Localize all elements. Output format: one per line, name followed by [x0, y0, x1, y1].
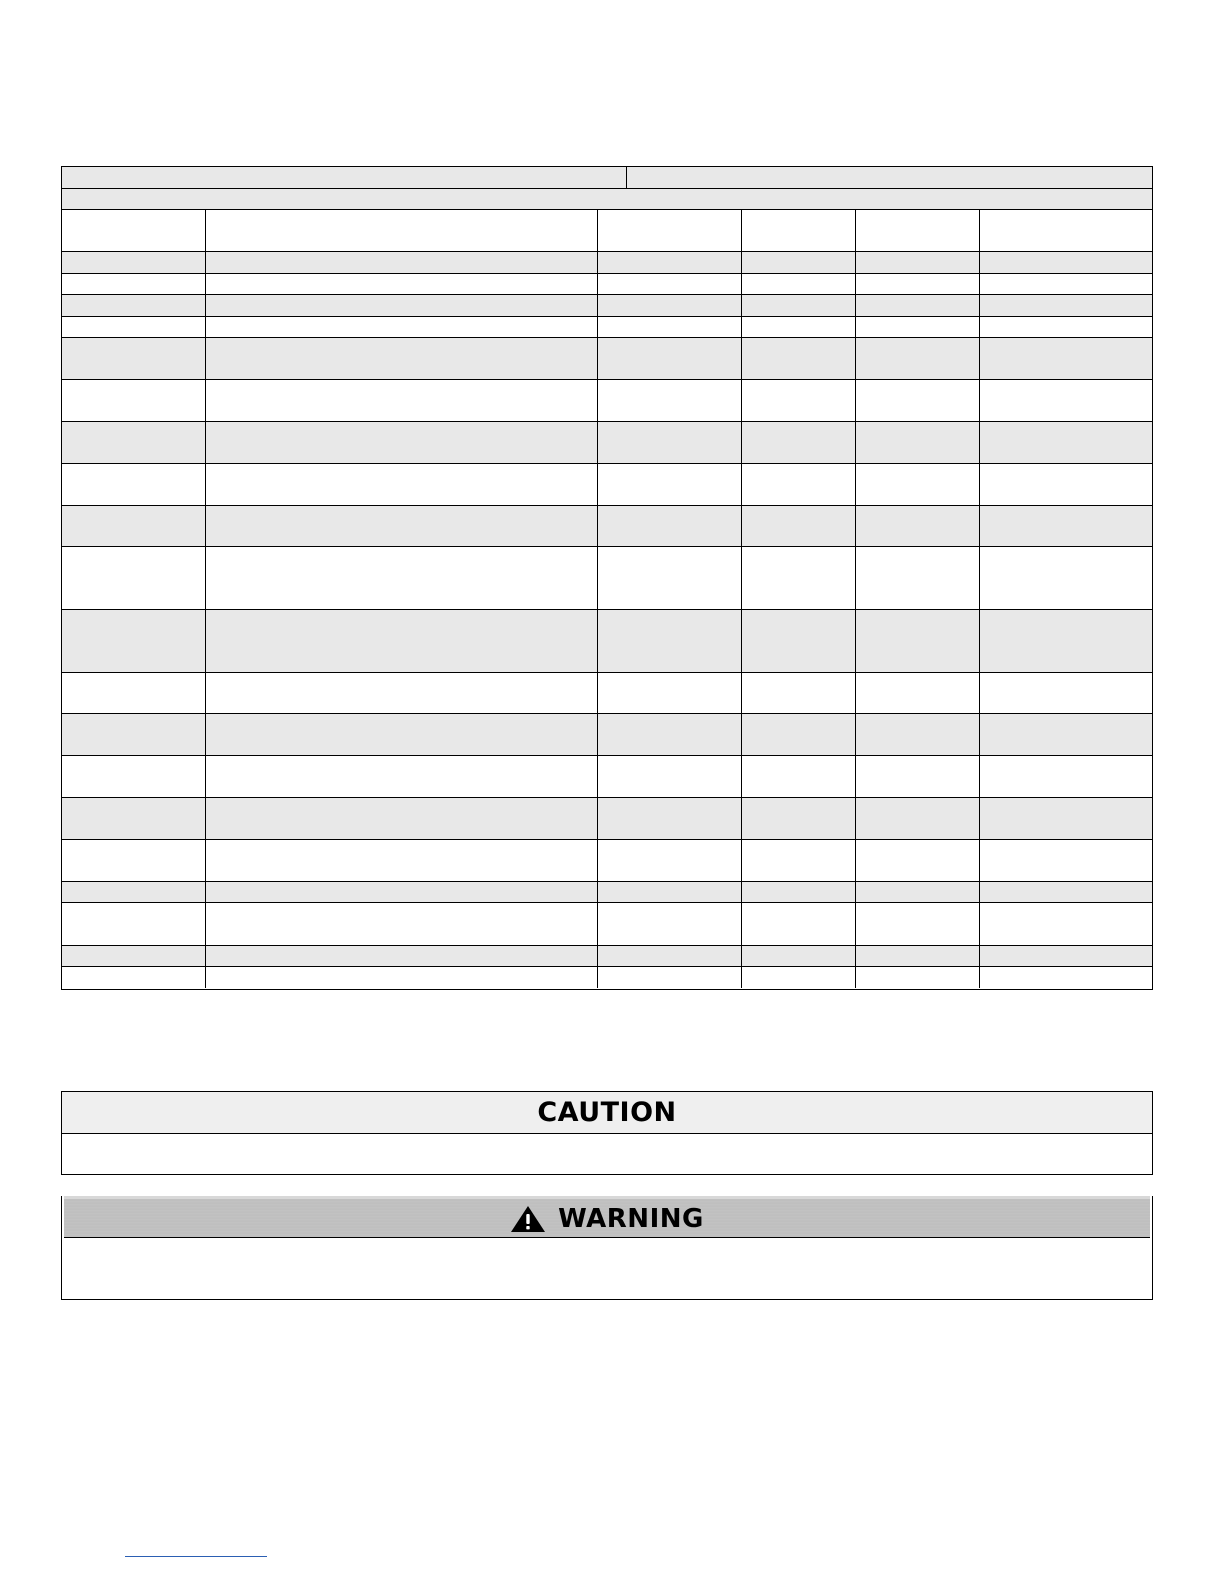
table-cell [742, 673, 856, 713]
table-cell [980, 673, 1152, 713]
table-row [62, 946, 1152, 967]
table-cell [598, 946, 742, 966]
table-row [62, 317, 1152, 338]
table-cell [980, 295, 1152, 316]
table-cell [206, 274, 598, 294]
warning-header [64, 1196, 1150, 1238]
table-row [62, 295, 1152, 317]
table-cell [856, 317, 980, 337]
table-cell [598, 252, 742, 273]
table-cell [206, 317, 598, 337]
table-cell [598, 338, 742, 379]
table-cell [980, 840, 1152, 881]
table-cell [856, 380, 980, 421]
table-cell [742, 338, 856, 379]
table-cell [598, 840, 742, 881]
table-cell [980, 714, 1152, 755]
table-cell [856, 274, 980, 294]
table-row [62, 338, 1152, 380]
table-cell [62, 464, 206, 505]
table-cell [62, 317, 206, 337]
table-cell [856, 252, 980, 273]
table-cell [742, 295, 856, 316]
table-cell [598, 464, 742, 505]
table-cell [742, 714, 856, 755]
table-cell [206, 464, 598, 505]
table-row [62, 798, 1152, 840]
table-cell [980, 274, 1152, 294]
table-cell [598, 506, 742, 546]
table-cell [980, 882, 1152, 902]
table-cell [206, 882, 598, 902]
table-cell [206, 422, 598, 463]
table-cell [206, 547, 598, 609]
table-caption-right [627, 167, 1152, 188]
table-cell [598, 317, 742, 337]
table-cell [598, 714, 742, 755]
table-cell [980, 903, 1152, 945]
table-cell [62, 673, 206, 713]
table-cell [62, 840, 206, 881]
table-cell [62, 714, 206, 755]
table-cell [206, 840, 598, 881]
table-cell [980, 380, 1152, 421]
table-cell [856, 714, 980, 755]
table-cell [598, 295, 742, 316]
table-cell [980, 798, 1152, 839]
table-cell [856, 506, 980, 546]
table-cell [206, 756, 598, 797]
table-cell [62, 903, 206, 945]
table-cell [742, 798, 856, 839]
table-cell [742, 274, 856, 294]
table-cell [206, 506, 598, 546]
column-header-5 [856, 210, 980, 251]
table-cell [742, 547, 856, 609]
table-cell [856, 946, 980, 966]
table-row [62, 380, 1152, 422]
caution-title: CAUTION [537, 1097, 677, 1128]
table-cell [742, 252, 856, 273]
column-header-2 [206, 210, 598, 251]
caution-header [62, 1092, 1152, 1134]
table-subheader-row [62, 189, 1152, 210]
table-cell [598, 798, 742, 839]
table-cell [206, 252, 598, 273]
table-cell [856, 903, 980, 945]
table-cell [62, 946, 206, 966]
table-cell [206, 946, 598, 966]
table-cell [598, 967, 742, 988]
table-row [62, 882, 1152, 903]
table-cell [206, 610, 598, 672]
table-cell [598, 610, 742, 672]
table-cell [62, 547, 206, 609]
table-cell [980, 422, 1152, 463]
footer-link-underline [125, 1556, 267, 1557]
table-cell [598, 673, 742, 713]
table-cell [62, 967, 206, 988]
table-row [62, 506, 1152, 547]
column-header-1 [62, 210, 206, 251]
table-cell [856, 422, 980, 463]
table-cell [856, 610, 980, 672]
table-cell [980, 338, 1152, 379]
table-cell [980, 946, 1152, 966]
table-row [62, 274, 1152, 295]
column-header-3 [598, 210, 742, 251]
table-cell [206, 380, 598, 421]
table-cell [980, 506, 1152, 546]
table-row [62, 252, 1152, 274]
data-table [61, 166, 1153, 990]
table-caption-left [62, 167, 627, 188]
table-cell [856, 798, 980, 839]
table-cell [598, 547, 742, 609]
table-cell [62, 274, 206, 294]
table-row [62, 967, 1152, 988]
table-row [62, 756, 1152, 798]
table-subheader [62, 189, 1152, 209]
table-cell [62, 380, 206, 421]
table-cell [742, 464, 856, 505]
table-cell [856, 882, 980, 902]
table-cell [206, 295, 598, 316]
table-cell [62, 506, 206, 546]
table-cell [598, 882, 742, 902]
table-cell [742, 610, 856, 672]
table-cell [62, 338, 206, 379]
table-cell [980, 967, 1152, 988]
table-cell [980, 464, 1152, 505]
table-cell [62, 798, 206, 839]
table-cell [206, 673, 598, 713]
table-cell [742, 380, 856, 421]
table-cell [598, 380, 742, 421]
table-cell [980, 547, 1152, 609]
table-column-header-row [62, 210, 1152, 252]
table-cell [742, 756, 856, 797]
table-row [62, 840, 1152, 882]
table-row [62, 422, 1152, 464]
table-cell [62, 882, 206, 902]
table-cell [62, 422, 206, 463]
table-cell [856, 295, 980, 316]
table-cell [980, 756, 1152, 797]
table-caption-row [62, 167, 1152, 189]
table-cell [62, 756, 206, 797]
table-row [62, 464, 1152, 506]
table-cell [598, 422, 742, 463]
table-cell [742, 946, 856, 966]
table-cell [742, 506, 856, 546]
table-cell [856, 338, 980, 379]
table-row [62, 714, 1152, 756]
table-cell [980, 610, 1152, 672]
warning-box [61, 1196, 1153, 1300]
table-row [62, 610, 1152, 673]
table-cell [598, 756, 742, 797]
table-cell [62, 252, 206, 273]
table-cell [206, 714, 598, 755]
table-cell [856, 756, 980, 797]
table-cell [598, 903, 742, 945]
column-header-4 [742, 210, 856, 251]
table-cell [742, 967, 856, 988]
table-cell [206, 967, 598, 988]
table-cell [742, 840, 856, 881]
table-cell [62, 295, 206, 316]
table-cell [856, 967, 980, 988]
table-cell [856, 840, 980, 881]
warning-title: WARNING [558, 1203, 704, 1234]
table-cell [856, 547, 980, 609]
table-cell [742, 882, 856, 902]
table-row [62, 903, 1152, 946]
table-cell [206, 798, 598, 839]
table-cell [980, 252, 1152, 273]
caution-box [61, 1091, 1153, 1175]
table-cell [742, 903, 856, 945]
table-cell [598, 274, 742, 294]
table-cell [856, 464, 980, 505]
table-cell [856, 673, 980, 713]
table-row [62, 673, 1152, 714]
column-header-6 [980, 210, 1152, 251]
table-cell [980, 317, 1152, 337]
warning-triangle-icon [510, 1205, 546, 1233]
table-cell [206, 903, 598, 945]
table-cell [62, 610, 206, 672]
table-row [62, 547, 1152, 610]
table-cell [206, 338, 598, 379]
table-cell [742, 317, 856, 337]
table-cell [742, 422, 856, 463]
